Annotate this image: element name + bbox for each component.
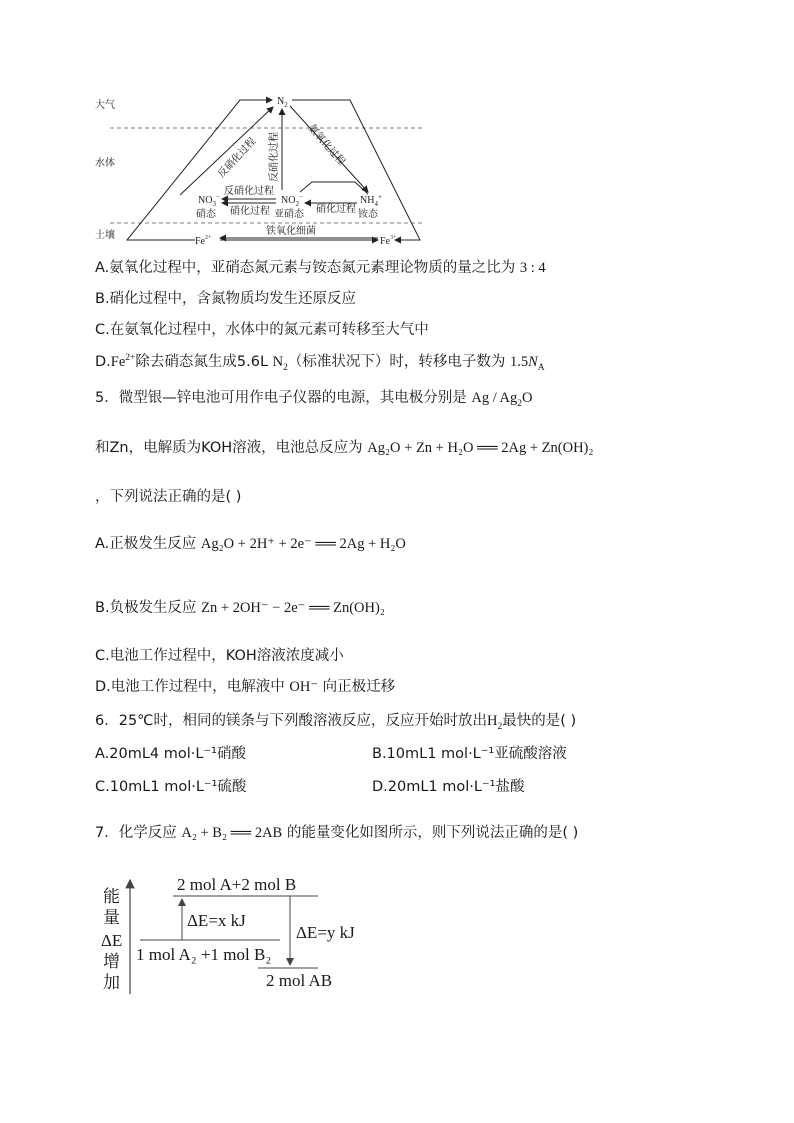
fe2-label: $Fe^{2+}$ [195, 235, 212, 247]
y-label-4: 增 [103, 952, 120, 972]
y-label-1: 能 [103, 887, 120, 907]
q5-stem-line3: ，下列说法正确的是( ) [95, 489, 242, 505]
delta-x-label: ΔE=x kJ [187, 911, 246, 930]
y-label-5: 加 [103, 973, 120, 993]
q5-option-b[interactable]: B.负极发生反应 Zn + 2OH⁻ − 2e⁻ ══ Zn(OH)₂ [95, 600, 385, 616]
q5-stem-line1: 5．微型银—锌电池可用作电子仪器的电源，其电极分别是 Ag / $Ag_2O$ [95, 390, 533, 409]
q4-option-a[interactable]: A.氨氧化过程中，亚硝态氮元素与铵态氮元素理论物质的量之比为 3 : 4 [95, 260, 546, 276]
nitrogen-cycle-diagram [0, 0, 794, 255]
q5-option-d[interactable]: D.电池工作过程中，电解液中 OH⁻ 向正极迁移 [95, 679, 396, 695]
no3-label: $NO_3^-$ [198, 193, 220, 208]
q4-option-c[interactable]: C.在氨氧化过程中，水体中的氮元素可转移至大气中 [95, 322, 429, 338]
no2-nh4-link [300, 182, 368, 194]
delta-y-label: ΔE=y kJ [296, 923, 355, 942]
layer-water-label: 水体 [95, 158, 115, 169]
mid-level-label: 1 mol A₂ +1 mol B₂ [136, 945, 272, 964]
nitrification-label-1: 硝化过程 [230, 206, 270, 217]
outer-right-arrow [292, 100, 420, 240]
y-label-2: 量 [103, 908, 120, 928]
layer-soil-label: 土壤 [95, 230, 115, 241]
no3-to-n2-arrow [180, 107, 273, 195]
q5-option-a[interactable]: A.正极发生反应 Ag₂O + 2H⁺ + 2e⁻ ══ 2Ag + H₂O [95, 536, 406, 552]
denitrification-mid-label: 反硝化过程 [269, 132, 280, 182]
q6-option-d[interactable]: D.20mL1 mol·L⁻¹盐酸 [372, 779, 525, 795]
top-level-label: 2 mol A+2 mol B [177, 875, 297, 894]
q7-stem: 7．化学反应 A₂ + B₂ ══ 2AB 的能量变化如图所示，则下列说法正确的是( ) [95, 825, 579, 841]
q4-option-d[interactable]: $D.Fe^{2+}$除去硝态氮生成5.6L $N_2$（标准状况下）时，转移电子数为 $1.5N_A$ [95, 353, 545, 373]
y-label-3: ΔE [101, 931, 123, 950]
q6-option-b[interactable]: B.10mL1 mol·L⁻¹亚硫酸溶液 [372, 746, 567, 762]
bottom-level-label: 2 mol AB [266, 971, 333, 990]
n2-label: $N_2$ [277, 96, 288, 109]
iron-bacteria-label: 铁氧化细菌 [266, 226, 316, 237]
q6-option-c[interactable]: C.10mL1 mol·L⁻¹硫酸 [95, 779, 247, 795]
nitrification-label-2: 硝化过程 [316, 204, 356, 215]
layer-air-label: 大气 [95, 100, 115, 111]
energy-level-diagram [0, 866, 794, 1016]
q4-option-b[interactable]: B.硝化过程中，含氮物质均发生还原反应 [95, 291, 357, 307]
fe3-label: $Fe^{3+}$ [380, 235, 397, 247]
q6-stem: 6．25℃时，相同的镁条与下列酸溶液反应，反应开始时放出$H_2$最快的是( ) [95, 713, 577, 732]
no2-state-label: 亚硝态 [274, 209, 304, 220]
nh4-state-label: 铵态 [358, 209, 378, 220]
no3-state-label: 硝态 [196, 209, 216, 220]
denitrification-left-label: 反硝化过程 [216, 135, 259, 181]
q5-option-c[interactable]: C.电池工作过程中，KOH溶液浓度减小 [95, 648, 344, 664]
nh4-label: $NH_4^+$ [360, 193, 382, 208]
q6-option-a[interactable]: A.20mL4 mol·L⁻¹硝酸 [95, 746, 246, 762]
q5-stem-line2: 和Zn，电解质为KOH溶液，电池总反应为 Ag₂O + Zn + H₂O ══ 2Ag + Zn(OH)₂ [95, 440, 594, 456]
denitrification-arrow-label: 反硝化过程 [224, 186, 274, 197]
anammox-label: 氨氧化过程 [305, 122, 347, 168]
no2-label: $NO_2^-$ [281, 193, 303, 208]
